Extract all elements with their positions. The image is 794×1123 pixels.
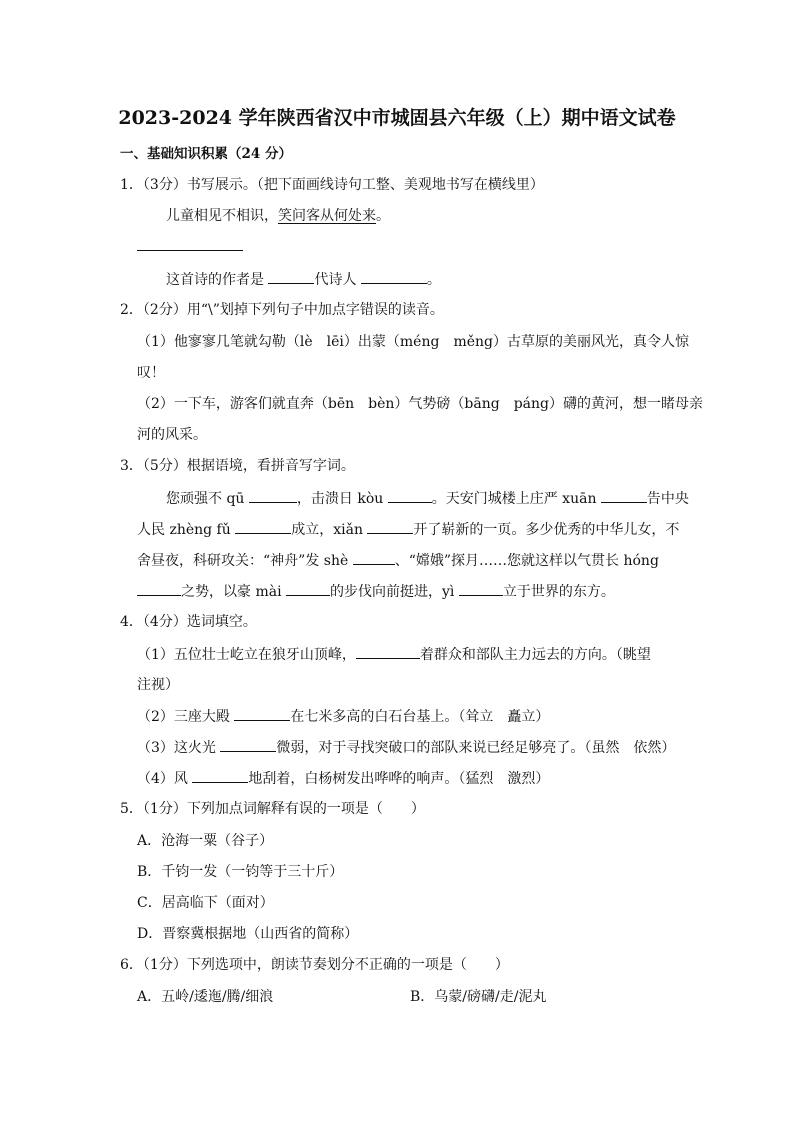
q4-sentence-4 <box>137 768 549 789</box>
q1-poem-underlined: 笑问客从何处来 <box>278 208 376 224</box>
q4-blank[interactable] <box>220 737 276 752</box>
q4-text: 在七米多高的白石台基上。（耸立 矗立） <box>290 709 550 725</box>
q1-writing-line[interactable] <box>137 250 243 251</box>
q3-text: 。天安门城楼上庄严 xuān <box>431 491 597 507</box>
q3-text: 告中央 <box>646 491 689 507</box>
q3-text: 人民 zhèng fǔ <box>137 522 231 538</box>
q4-text: （1）五位壮士屹立在狼牙山顶峰， <box>137 647 356 663</box>
q2-stem: 2．（2分）用“\”划掉下列句子中加点字错误的读音。 <box>120 302 444 318</box>
q3-blank[interactable] <box>601 488 647 503</box>
q3-blank[interactable] <box>353 550 395 565</box>
section-heading: 一、基础知识积累（24 分） <box>120 146 292 162</box>
q3-text: 您顽强不 qū <box>166 491 245 507</box>
q3-line-3 <box>137 550 659 571</box>
q1-author-line <box>166 269 441 290</box>
q3-text: 开了崭新的一页。多少优秀的中华儿女，不 <box>413 522 680 538</box>
q3-blank[interactable] <box>249 488 297 503</box>
q1-dynasty-blank[interactable] <box>268 269 314 284</box>
q4-blank[interactable] <box>192 768 248 783</box>
q3-blank[interactable] <box>286 581 330 596</box>
q1-poet-label: 代诗人 <box>314 272 357 288</box>
q3-line-4 <box>137 581 615 602</box>
q4-blank[interactable] <box>234 706 290 721</box>
q3-line-2 <box>137 519 679 540</box>
q1-poem-period: 。 <box>376 208 390 224</box>
q4-sentence-2 <box>137 706 549 727</box>
q5-option-d[interactable]: D．晋察冀根据地（山西省的简称） <box>137 926 359 942</box>
q3-blank[interactable] <box>367 519 413 534</box>
q1-poet-blank[interactable] <box>361 269 427 284</box>
q1-poem-plain: 儿童相见不相识， <box>166 208 278 224</box>
q4-sentence-1c: 注视） <box>137 677 179 693</box>
q3-text: 成立，xiǎn <box>291 522 363 538</box>
q6-option-b[interactable]: B．乌蒙/磅礴/走/泥丸 <box>410 989 547 1005</box>
q3-text: 之势，以豪 mài <box>181 584 282 600</box>
q5-option-b[interactable]: B．千钧一发（一钧等于三十斤） <box>137 864 344 880</box>
q1-stem: 1．（3分）书写展示。（把下面画线诗句工整、美观地书写在横线里） <box>120 177 544 193</box>
q3-blank[interactable] <box>388 488 432 503</box>
q3-text: 、“嫦娥”探月……您就这样以气贯长 hóng <box>394 553 659 569</box>
q3-text: ，击溃日 kòu <box>296 491 384 507</box>
q2-sentence-1b: 叹！ <box>137 365 165 381</box>
q1-author-label: 这首诗的作者是 <box>166 272 264 288</box>
q3-blank[interactable] <box>137 581 181 596</box>
q3-text: 的步伐向前挺进，yì <box>330 584 455 600</box>
q6-stem: 6．（1分）下列选项中，朗读节奏划分不正确的一项是（ ） <box>120 957 509 973</box>
q3-line-1 <box>166 488 689 509</box>
q4-text: （4）风 <box>137 771 188 787</box>
page-title: 2023-2024 学年陕西省汉中市城固县六年级（上）期中语文试卷 <box>118 107 676 129</box>
q4-text: 地刮着，白杨树发出哗哗的响声。（猛烈 激烈） <box>248 771 550 787</box>
q1-poem-line <box>166 206 390 226</box>
q4-blank[interactable] <box>356 644 420 659</box>
q4-text: 着群众和部队主力远去的方向。（眺望 <box>419 647 651 663</box>
q1-author-end: 。 <box>426 272 441 288</box>
q5-option-a[interactable]: A．沧海一粟（谷子） <box>137 833 274 849</box>
q5-option-c[interactable]: C．居高临下（面对） <box>137 895 274 911</box>
q3-blank[interactable] <box>459 581 503 596</box>
q4-text: 微弱，对于寻找突破口的部队来说已经足够亮了。（虽然 依然） <box>276 740 676 756</box>
q2-sentence-1a: （1）他寥寥几笔就勾勒（lè lēi）出蒙（méng měng）古草原的美丽风光，真令人惊 <box>137 334 689 350</box>
q3-text: 舍昼夜，科研攻关：“神舟”发 shè <box>137 553 349 569</box>
q2-sentence-2b: 河的风采。 <box>137 427 207 443</box>
q6-option-a[interactable]: A．五岭/逶迤/腾/细浪 <box>137 989 274 1005</box>
q4-sentence-1 <box>137 644 651 665</box>
q3-stem: 3．（5分）根据语境，看拼音写字词。 <box>120 458 355 474</box>
q3-blank[interactable] <box>235 519 291 534</box>
q3-text: 立于世界的东方。 <box>502 584 615 600</box>
q4-text: （3）这火光 <box>137 740 216 756</box>
q5-stem: 5．（1分）下列加点词解释有误的一项是（ ） <box>120 801 425 817</box>
q4-text: （2）三座大殿 <box>137 709 230 725</box>
q2-sentence-2a: （2）一下车，游客们就直奔（bēn bèn）气势磅（bāng páng）礴的黄河，想一睹母亲 <box>137 396 704 412</box>
q4-sentence-3 <box>137 737 675 758</box>
q4-stem: 4．（4分）选词填空。 <box>120 614 257 630</box>
